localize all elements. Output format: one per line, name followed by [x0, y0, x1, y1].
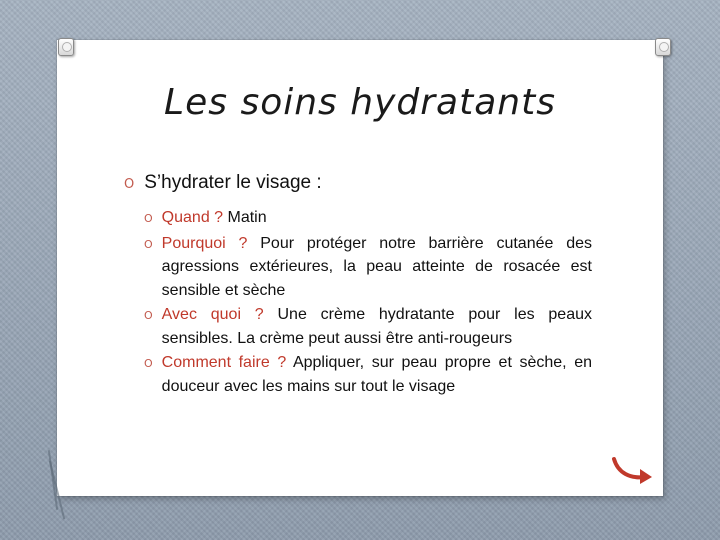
question-label: Quand ?: [161, 209, 224, 226]
main-bullet: [124, 172, 592, 194]
sub-bullet-with-what: [144, 303, 592, 350]
answer-text: Matin: [223, 209, 267, 226]
slide-content: [124, 172, 592, 399]
pushpin-icon: [58, 38, 74, 56]
sub-bullet-how: [144, 351, 592, 398]
answer-text: Pour protéger notre barrière cutanée des agressions extérieures, la peau atteinte de rosacée est sensible et sèche: [161, 234, 593, 299]
sub-bullet-when: [144, 206, 592, 231]
bullet-marker: O: [144, 309, 153, 322]
bullet-marker: O: [144, 357, 153, 370]
answer-text: Une crème hydratante pour les peaux sensibles. La crème peut aussi être anti-rougeurs: [161, 306, 592, 347]
sub-bullet-why: [144, 232, 592, 303]
answer-text: Appliquer, sur peau propre et sèche, en douceur avec les mains sur tout le visage: [161, 354, 593, 395]
question-label: Comment faire ?: [161, 354, 287, 371]
bullet-marker: O: [144, 237, 153, 251]
bullet-marker: O: [144, 212, 153, 225]
bullet-marker: O: [124, 177, 135, 192]
question-label: Pourquoi ?: [161, 234, 248, 252]
sub-bullet-list: [144, 206, 592, 398]
slide-title: Les soins hydratants: [164, 82, 556, 123]
main-bullet-text: S’hydrater le visage :: [144, 172, 322, 193]
curved-arrow-icon[interactable]: [610, 455, 656, 487]
question-label: Avec quoi ?: [161, 306, 264, 323]
pushpin-icon: [655, 38, 671, 56]
